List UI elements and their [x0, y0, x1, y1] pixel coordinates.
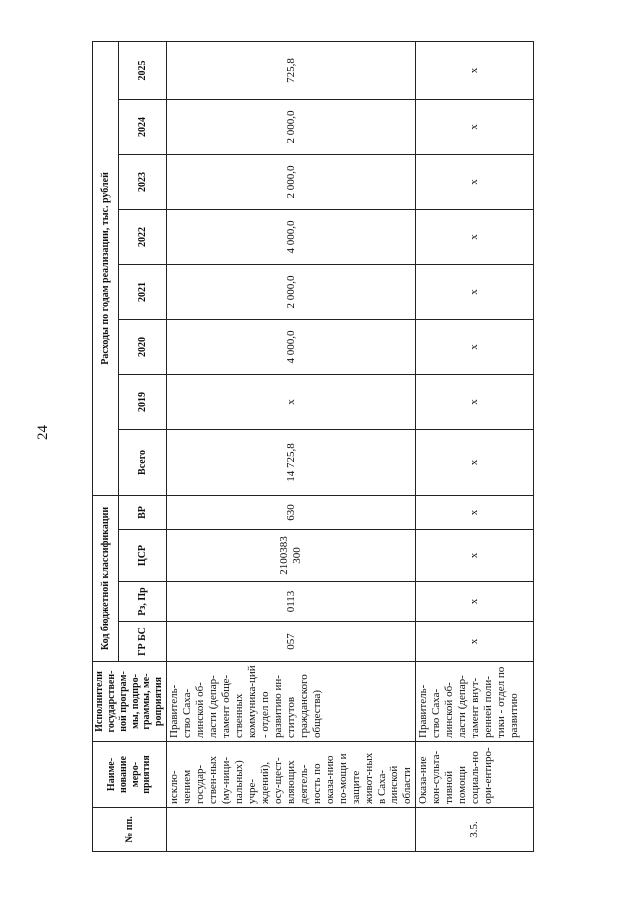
rotated-table-container [92, 42, 521, 852]
cell-num [167, 808, 416, 852]
expenses-table [92, 41, 534, 852]
header-rzpr: Рз, Пр [119, 582, 167, 622]
header-name: Наиме-нование меро-приятия [93, 742, 167, 808]
cell-total: 14 725,8 [167, 429, 416, 495]
cell-year: 4 000,0 [167, 319, 416, 374]
cell-year: 2 000,0 [167, 99, 416, 154]
cell-vr: 630 [167, 495, 416, 529]
cell-year: x [416, 319, 534, 374]
cell-csr: x [416, 530, 534, 582]
cell-year: 2 000,0 [167, 154, 416, 209]
header-total: Всего [119, 429, 167, 495]
page-number: 24 [35, 425, 51, 440]
header-executors: Исполнители государствен-ной програм-мы, подпро-граммы, ме-роприятия [93, 662, 167, 742]
table-row [167, 41, 416, 851]
cell-year: x [416, 374, 534, 429]
cell-num: 3.5. [416, 808, 534, 852]
cell-grbs: 057 [167, 622, 416, 662]
header-expenses: Расходы по годам реализации, тыс. рублей [93, 41, 119, 495]
header-year: 2020 [119, 319, 167, 374]
cell-year: x [416, 41, 534, 99]
header-year: 2024 [119, 99, 167, 154]
header-num: № пп. [93, 808, 167, 852]
rotated-sheet [92, 22, 521, 852]
header-csr: ЦСР [119, 530, 167, 582]
header-year: 2019 [119, 374, 167, 429]
cell-total: x [416, 429, 534, 495]
cell-year: x [416, 154, 534, 209]
header-budget-code: Код бюджетной классификации [93, 495, 119, 661]
cell-year: 2 000,0 [167, 264, 416, 319]
cell-year: x [416, 209, 534, 264]
cell-year: 4 000,0 [167, 209, 416, 264]
cell-rzpr: x [416, 582, 534, 622]
cell-executor: Правитель-ство Саха-линской об-ласти (депар-тамент внут-ренней поли-тики - отдел по развитию [416, 662, 534, 742]
header-year: 2022 [119, 209, 167, 264]
cell-vr: x [416, 495, 534, 529]
cell-grbs: x [416, 622, 534, 662]
cell-name: исклю-чением государ-ствен-ных (му-ници-пальных) учре-ждений), осу-щест-вляющих деятель-ность по оказа-нию по-мощи и защите живот-ных в Саха-линской области [167, 742, 416, 808]
cell-year: x [416, 264, 534, 319]
header-grbs: ГР БС [119, 622, 167, 662]
table-row [416, 41, 534, 851]
cell-csr: 2100383 300 [167, 530, 416, 582]
header-year: 2023 [119, 154, 167, 209]
header-year: 2025 [119, 41, 167, 99]
header-year: 2021 [119, 264, 167, 319]
cell-name: Оказа-ние кон-сульта-тивной помощи социаль-но ори-ентиро- [416, 742, 534, 808]
cell-year: x [416, 99, 534, 154]
cell-year: 725,8 [167, 41, 416, 99]
cell-executor: Правитель-ство Саха-линской об-ласти (депар-тамент обще-ственных коммуника-ций - отдел по развитию ин-ститутов гражданского общества) [167, 662, 416, 742]
cell-year: x [167, 374, 416, 429]
header-vr: ВР [119, 495, 167, 529]
cell-rzpr: 0113 [167, 582, 416, 622]
